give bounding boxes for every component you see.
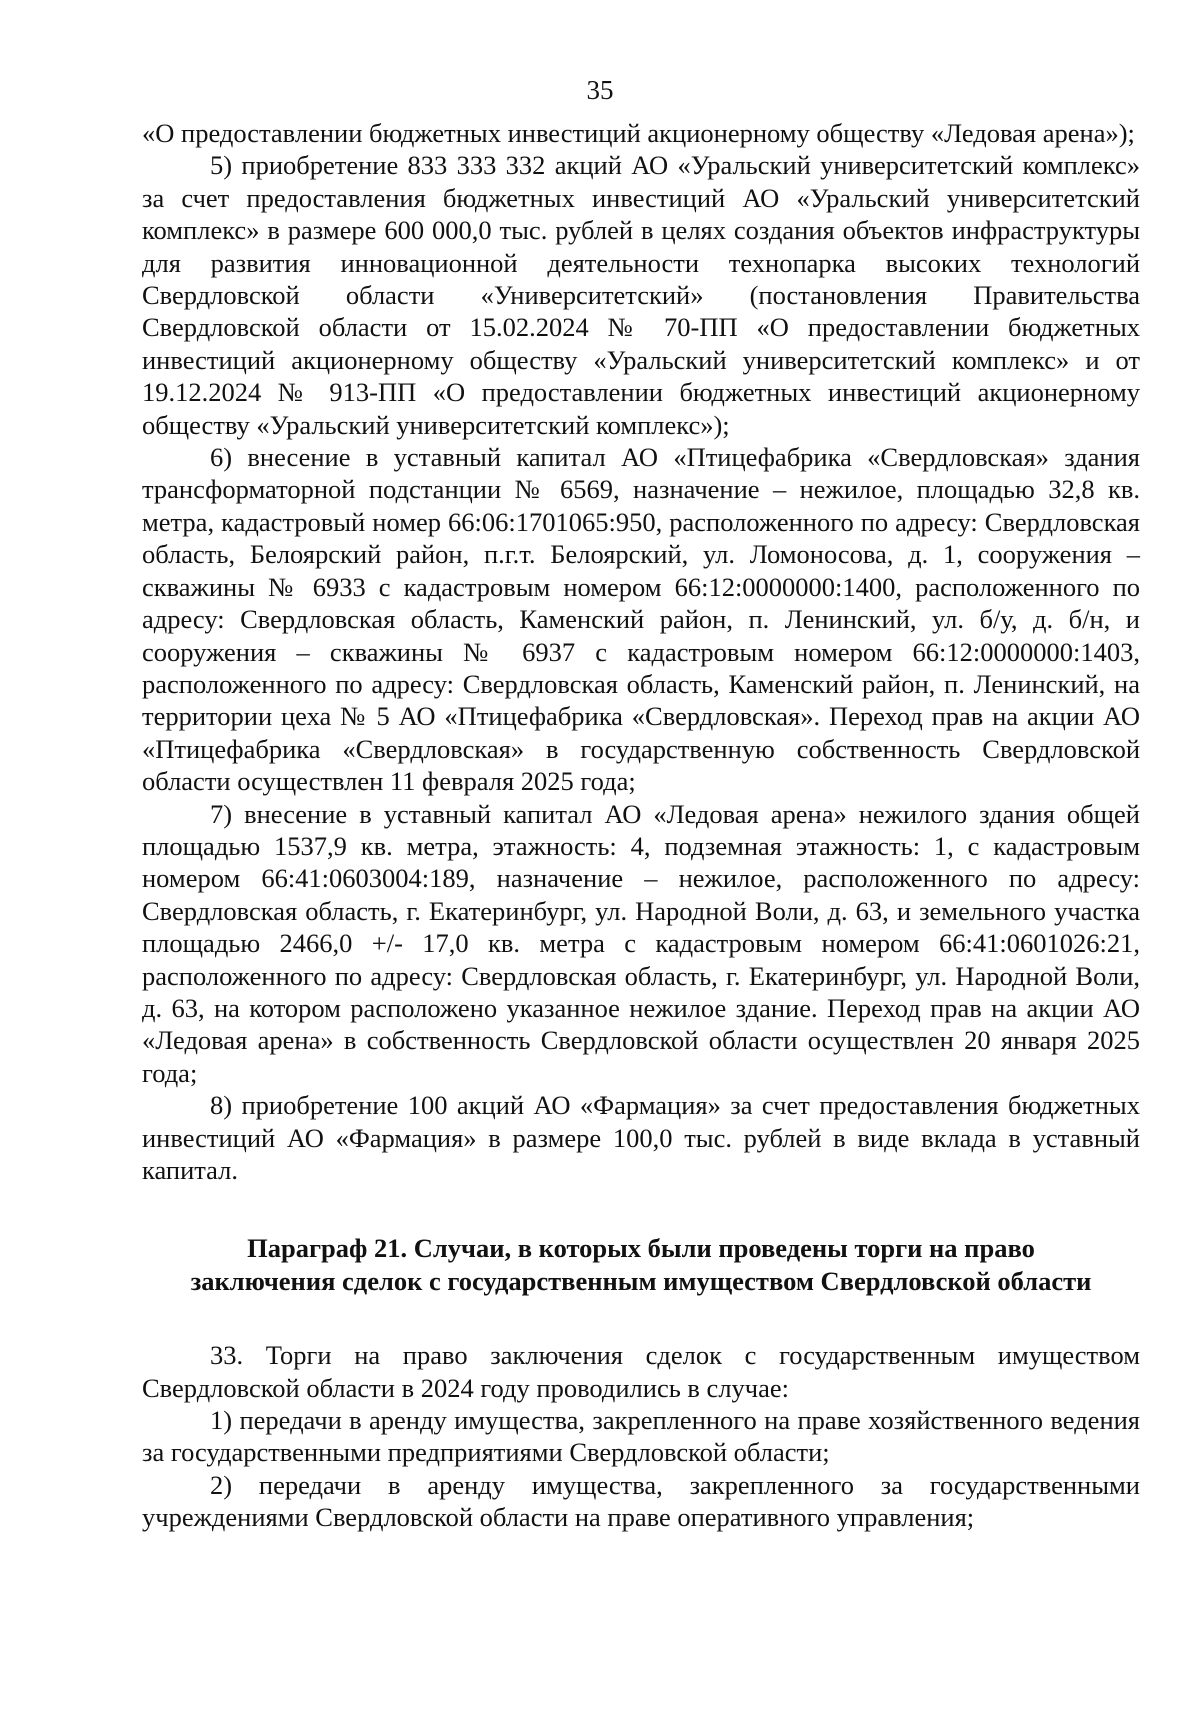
paragraph-continuation: «О предоставлении бюджетных инвестиций акционерному обществу «Ледовая арена»); bbox=[142, 118, 1135, 148]
section-heading-line-2: заключения сделок с государственным имуществом Свердловской области bbox=[190, 1265, 1092, 1296]
section-heading bbox=[142, 1232, 1140, 1297]
paragraph-item-33: 33. Торги на право заключения сделок с государственным имуществом Свердловской области в 2024 году проводились в случае: bbox=[142, 1340, 1140, 1403]
paragraph-item-6: 6) внесение в уставный капитал АО «Птицефабрика «Свердловская» здания трансформаторной подстанции № 6569, назначение – нежилое, площадью 32,8 кв. метра, кадастровый номер 66:06:1701065:950, расположенного по адресу: Свердловская область, Белоярский район, п.г.т. Белоярский, ул. Ломоносова, д. 1, сооружения – скважины № 6933 с кадастровым номером 66:12:0000000:1400, расположенного по адресу: Свердловская область, Каменский район, п. Ленинский, ул. б/у, д. б/н, и сооружения – скважины № 6937 с кадастровым номером 66:12:0000000:1403, расположенного по адресу: Свердловская область, Каменский район, п. Ленинский, на территории цеха № 5 АО «Птицефабрика «Свердловская». Переход прав на акции АО «Птицефабрика «Свердловская» в государственную собственность Свердловской области осуществлен 11 февраля 2025 года; bbox=[142, 442, 1140, 797]
document-body bbox=[142, 117, 1140, 1534]
paragraph-item-5: 5) приобретение 833 333 332 акций АО «Уральский университетский комплекс» за счет предоставления бюджетных инвестиций АО «Уральский университетский комплекс» в размере 600 000,0 тыс. рублей в целях создания объектов инфраструктуры для развития инновационной деятельности технопарка высоких технологий Свердловской области «Университетский» (постановления Правительства Свердловской области от 15.02.2024 № 70-ПП «О предоставлении бюджетных инвестиций акционерному обществу «Уральский университетский комплекс» и от 19.12.2024 № 913-ПП «О предоставлении бюджетных инвестиций акционерному обществу «Уральский университетский комплекс»); bbox=[142, 150, 1140, 440]
page-number: 35 bbox=[586, 75, 614, 105]
paragraph-item-8: 8) приобретение 100 акций АО «Фармация» за счет предоставления бюджетных инвестиций АО «Фармация» в размере 100,0 тыс. рублей в виде вклада в уставный капитал. bbox=[142, 1090, 1140, 1185]
paragraph-item-7: 7) внесение в уставный капитал АО «Ледовая арена» нежилого здания общей площадью 1537,9 кв. метра, этажность: 4, подземная этажность: 1, с кадастровым номером 66:41:0603004:189, назначение – нежилое, расположенного по адресу: Свердловская область, г. Екатеринбург, ул. Народной Воли, д. 63, и земельного участка площадью 2466,0 +/- 17,0 кв. метра с кадастровым номером 66:41:0601026:21, расположенного по адресу: Свердловская область, г. Екатеринбург, ул. Народной Воли, д. 63, на котором расположено указанное нежилое здание. Переход прав на акции АО «Ледовая арена» в собственность Свердловской области осуществлен 20 января 2025 года; bbox=[142, 798, 1140, 1088]
paragraph-subitem-2: 2) передачи в аренду имущества, закрепленного за государственными учреждениями Свердловской области на праве оперативного управления; bbox=[142, 1469, 1140, 1533]
section-heading-line-1: Параграф 21. Случаи, в которых были проведены торги на право bbox=[247, 1233, 1035, 1264]
paragraph-subitem-1: 1) передачи в аренду имущества, закрепленного на праве хозяйственного ведения за государственными предприятиями Свердловской области; bbox=[142, 1405, 1140, 1468]
